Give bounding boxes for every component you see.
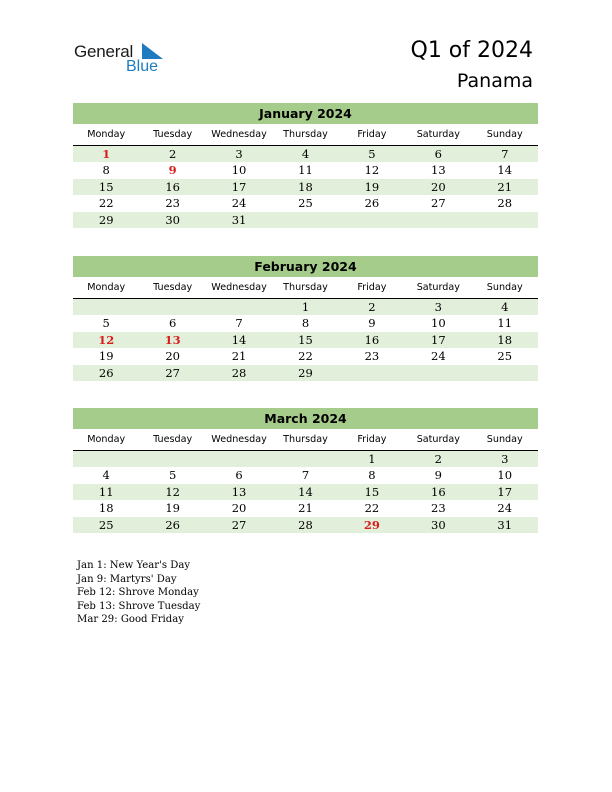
week-row: [73, 467, 538, 483]
empty-day-cell: [339, 365, 405, 381]
day-cell: 28: [497, 196, 513, 211]
empty-day-cell: [472, 212, 538, 228]
weekday-label: Monday: [87, 434, 126, 445]
day-cell: 27: [231, 517, 247, 532]
day-cell: 6: [434, 147, 442, 161]
day-cell: 12: [98, 332, 115, 347]
week-row: [73, 315, 538, 331]
day-cell: 9: [368, 316, 376, 331]
day-cell: 18: [298, 179, 313, 194]
weekday-label: Friday: [357, 434, 387, 445]
weekday-label: Friday: [357, 129, 387, 140]
day-cell: 9: [168, 163, 177, 178]
day-cell: 15: [298, 332, 313, 347]
weekday-header-row: [73, 279, 538, 299]
week-row: [73, 348, 538, 364]
day-cell: 14: [231, 332, 247, 347]
day-cell: 7: [301, 468, 310, 483]
week-row: [73, 332, 538, 348]
weekday-label: Sunday: [486, 282, 523, 293]
weekday-label: Wednesday: [211, 129, 267, 140]
logo: [74, 40, 184, 80]
day-cell: 27: [165, 365, 180, 380]
empty-day-cell: [272, 212, 338, 228]
empty-day-cell: [206, 451, 272, 467]
day-cell: 20: [431, 179, 446, 194]
week-row: [73, 299, 538, 315]
page-title: Q1 of 2024: [410, 38, 533, 63]
weekday-header-row: [73, 431, 538, 451]
logo-blue-text: Blue: [126, 58, 159, 75]
day-cell: 2: [368, 300, 376, 314]
day-cell: 24: [431, 349, 446, 364]
weekday-label: Saturday: [416, 282, 460, 293]
day-cell: 30: [431, 517, 446, 532]
day-cell: 15: [98, 179, 114, 194]
day-cell: 6: [168, 316, 177, 331]
weekday-label: Thursday: [283, 434, 328, 445]
day-cell: 25: [98, 517, 114, 532]
day-cell: 10: [231, 163, 247, 178]
day-cell: 15: [364, 484, 380, 499]
day-cell: 29: [363, 517, 380, 532]
empty-day-cell: [405, 365, 471, 381]
week-row: [73, 484, 538, 500]
holiday-item: Feb 12: Shrove Monday: [77, 587, 199, 599]
month-title: March 2024: [73, 408, 538, 429]
month-title: February 2024: [73, 256, 538, 277]
day-cell: 11: [298, 163, 313, 178]
day-cell: 28: [231, 365, 247, 380]
empty-day-cell: [73, 299, 139, 315]
day-cell: 20: [231, 501, 247, 516]
day-cell: 31: [231, 212, 247, 227]
day-cell: 16: [364, 332, 380, 347]
day-cell: 17: [497, 484, 513, 499]
day-cell: 13: [231, 484, 247, 499]
day-cell: 16: [165, 179, 180, 194]
day-cell: 16: [431, 484, 446, 499]
holiday-item: Mar 29: Good Friday: [77, 614, 184, 626]
logo-general-text: General: [74, 42, 134, 61]
week-row: [73, 517, 538, 533]
day-cell: 19: [364, 179, 380, 194]
day-cell: 18: [98, 501, 114, 516]
day-cell: 30: [165, 212, 180, 227]
day-cell: 5: [368, 147, 376, 161]
day-cell: 12: [364, 163, 380, 178]
day-cell: 24: [497, 501, 513, 516]
day-cell: 29: [298, 365, 313, 380]
day-cell: 2: [168, 147, 177, 161]
empty-day-cell: [206, 299, 272, 315]
day-cell: 14: [497, 163, 513, 178]
day-cell: 3: [235, 147, 243, 161]
day-cell: 28: [298, 517, 313, 532]
month-title: January 2024: [73, 103, 538, 124]
day-cell: 19: [165, 501, 180, 516]
week-row: [73, 365, 538, 381]
day-cell: 1: [301, 300, 310, 314]
week-row: [73, 162, 538, 178]
day-cell: 13: [431, 163, 446, 178]
holiday-list: [77, 559, 200, 627]
day-cell: 4: [501, 300, 509, 314]
day-cell: 21: [231, 349, 247, 364]
month-february: [73, 256, 538, 381]
day-cell: 23: [165, 196, 180, 211]
day-cell: 3: [501, 452, 509, 466]
day-cell: 14: [298, 484, 313, 499]
day-cell: 31: [497, 517, 513, 532]
day-cell: 1: [102, 147, 111, 161]
weekday-label: Thursday: [283, 129, 328, 140]
day-cell: 26: [98, 365, 114, 380]
day-cell: 23: [431, 501, 446, 516]
empty-day-cell: [272, 451, 338, 467]
empty-day-cell: [472, 365, 538, 381]
day-cell: 2: [434, 452, 442, 466]
day-cell: 26: [364, 196, 380, 211]
day-cell: 5: [168, 468, 177, 483]
weekday-header-row: [73, 126, 538, 146]
day-cell: 7: [501, 147, 509, 161]
day-cell: 1: [368, 452, 376, 466]
day-cell: 17: [431, 332, 446, 347]
weekday-label: Tuesday: [153, 129, 193, 140]
weekday-label: Friday: [357, 282, 387, 293]
day-cell: 8: [368, 468, 376, 483]
day-cell: 20: [165, 349, 180, 364]
day-cell: 7: [235, 316, 243, 331]
day-cell: 6: [235, 468, 243, 483]
weekday-label: Sunday: [486, 434, 523, 445]
day-cell: 10: [431, 316, 446, 331]
weekday-label: Wednesday: [211, 282, 267, 293]
day-cell: 3: [434, 300, 442, 314]
day-cell: 23: [364, 349, 380, 364]
day-cell: 17: [231, 179, 247, 194]
day-cell: 19: [98, 349, 114, 364]
day-cell: 27: [431, 196, 446, 211]
day-cell: 29: [98, 212, 114, 227]
week-row: [73, 212, 538, 228]
country-name: Panama: [456, 70, 533, 92]
day-cell: 10: [497, 468, 513, 483]
empty-day-cell: [139, 451, 205, 467]
month-january: [73, 103, 538, 228]
week-row: [73, 179, 538, 195]
day-cell: 24: [231, 196, 247, 211]
empty-day-cell: [405, 212, 471, 228]
day-cell: 4: [102, 468, 110, 483]
weekday-label: Monday: [87, 129, 126, 140]
week-row: [73, 195, 538, 211]
weekday-label: Thursday: [283, 282, 328, 293]
day-cell: 8: [301, 316, 310, 331]
week-row: [73, 451, 538, 467]
day-cell: 9: [434, 468, 442, 483]
week-row: [73, 146, 538, 162]
weekday-label: Sunday: [486, 129, 523, 140]
holiday-item: Jan 9: Martyrs' Day: [77, 573, 177, 585]
day-cell: 25: [298, 196, 313, 211]
weekday-label: Tuesday: [153, 434, 193, 445]
weekday-label: Monday: [87, 282, 126, 293]
day-cell: 21: [497, 179, 513, 194]
logo-triangle-icon: [142, 43, 164, 59]
holiday-item: Jan 1: New Year's Day: [77, 560, 191, 571]
empty-day-cell: [339, 212, 405, 228]
day-cell: 5: [102, 316, 110, 331]
day-cell: 22: [98, 196, 114, 211]
empty-day-cell: [73, 451, 139, 467]
day-cell: 22: [298, 349, 313, 364]
weekday-label: Wednesday: [211, 434, 267, 445]
day-cell: 4: [301, 147, 310, 161]
day-cell: 13: [164, 332, 181, 347]
day-cell: 12: [165, 484, 180, 499]
weekday-label: Saturday: [416, 434, 460, 445]
empty-day-cell: [139, 299, 205, 315]
day-cell: 11: [98, 484, 114, 499]
holiday-item: Feb 13: Shrove Tuesday: [77, 600, 201, 612]
month-march: [73, 408, 538, 533]
day-cell: 11: [497, 316, 513, 331]
day-cell: 18: [497, 332, 513, 347]
weekday-label: Tuesday: [153, 282, 193, 293]
weekday-label: Saturday: [416, 129, 460, 140]
day-cell: 21: [298, 501, 313, 516]
day-cell: 25: [497, 349, 513, 364]
day-cell: 26: [165, 517, 180, 532]
day-cell: 8: [102, 163, 110, 178]
day-cell: 22: [364, 501, 380, 516]
week-row: [73, 500, 538, 516]
